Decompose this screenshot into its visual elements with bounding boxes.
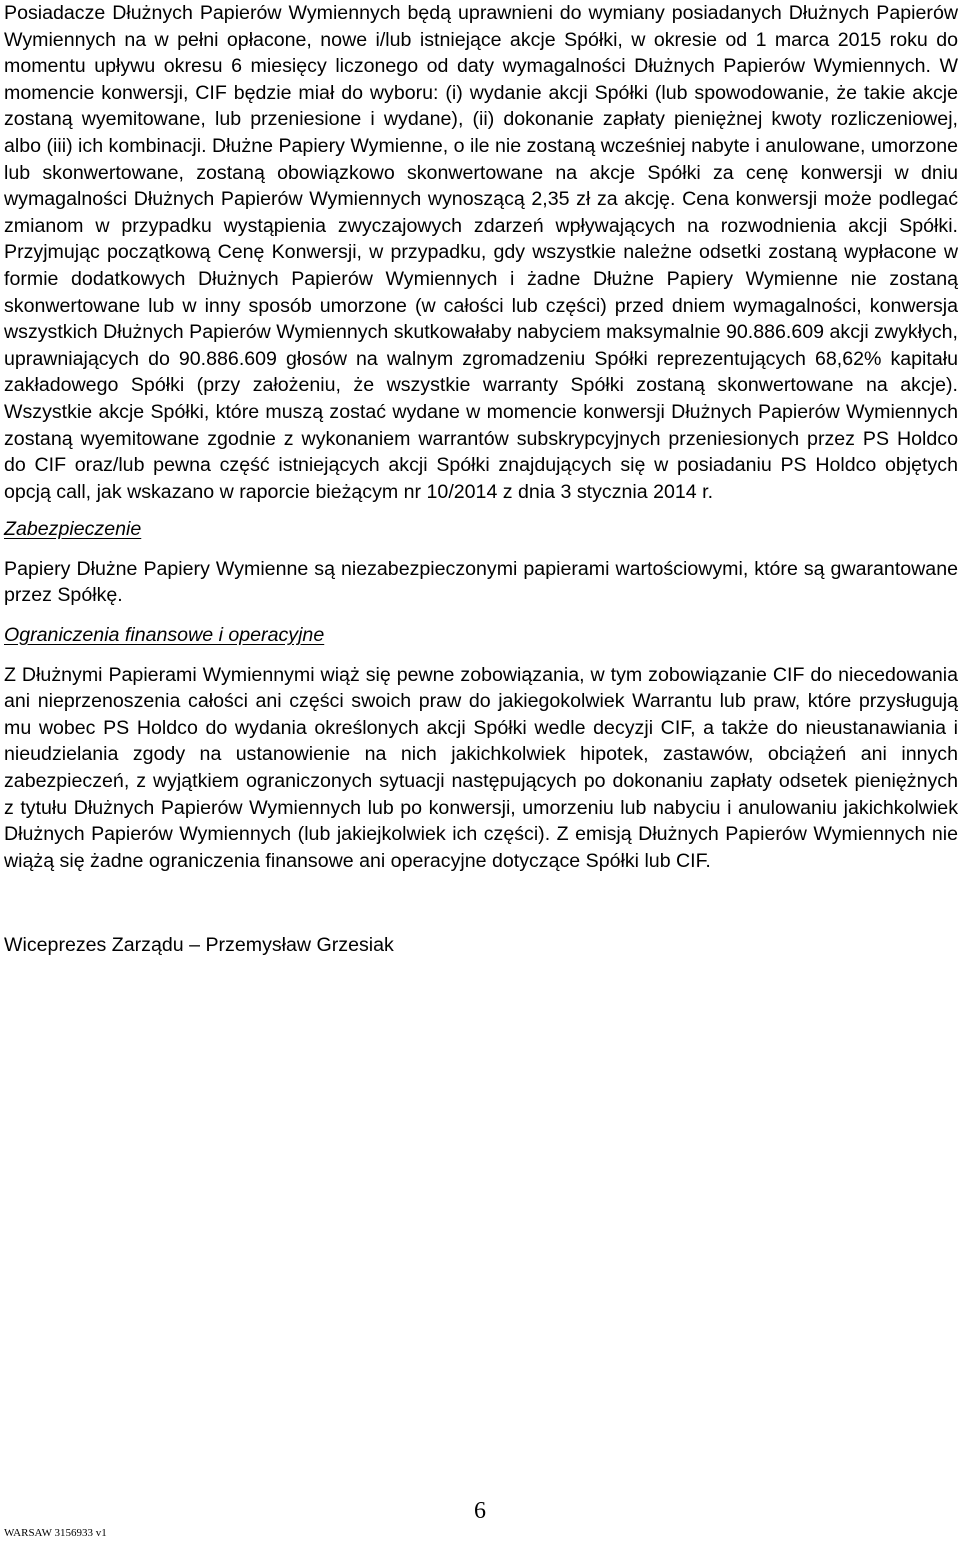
signature-line: Wiceprezes Zarządu – Przemysław Grzesiak (4, 934, 394, 957)
page-number: 6 (474, 1498, 486, 1524)
section-heading-security: Zabezpieczenie (4, 518, 142, 541)
document-page (4, 0, 958, 959)
security-paragraph: Papiery Dłużne Papiery Wymienne są niezabezpieczonymi papierami wartościowymi, które są gwarantowane przez Spółkę. (4, 557, 958, 607)
restrictions-paragraph: Z Dłużnymi Papierami Wymiennymi wiąż się pewne zobowiązania, w tym zobowiązanie CIF do niecedowania ani nieprzenoszenia całości ani części swoich praw do jakiegokolwiek Warrantu lub praw, które przysługują mu wobec PS Holdco do wydania określonych akcji Spółki wedle decyzji CIF, a także do nieustanawiania i nieudzielania zgody na ustanowienie na nich jakichkolwiek hipotek, zastawów, obciążeń ani innych zabezpieczeń, z wyjątkiem ograniczonych sytuacji następujących po dokonaniu zapłaty odsetek pieniężnych z tytułu Dłużnych Papierów Wymiennych lub po konwersji, umorzeniu lub nabyciu i anulowaniu jakichkolwiek Dłużnych Papierów Wymiennych (lub jakiejkolwiek ich części). Z emisją Dłużnych Papierów Wymiennych nie wiążą się żadne ograniczenia finansowe ani operacyjne dotyczące Spółki lub CIF. (4, 663, 958, 872)
conversion-paragraph: Posiadacze Dłużnych Papierów Wymiennych będą uprawnieni do wymiany posiadanych Dłużnych Papierów Wymiennych na w pełni opłacone, nowe i/lub istniejące akcje Spółki, w okresie od 1 marca 2015 roku do momentu upływu okresu 6 miesięcy liczonego od daty wymagalności Dłużnych Papierów Wymiennych. W momencie konwersji, CIF będzie miał do wyboru: (i) wydanie akcji Spółki (lub spowodowanie, że takie akcje zostaną wyemitowane, lub przeniesione i wydane), (ii) dokonanie zapłaty pieniężnej kwoty rozliczeniowej, albo (iii) ich kombinacji. Dłużne Papiery Wymienne, o ile nie zostaną wcześniej nabyte i anulowane, umorzone lub skonwertowane, zostaną obowiązkowo skonwertowane na akcje Spółki za cenę konwersji w dniu wymagalności Dłużnych Papierów Wymiennych wynoszącą 2,35 zł za akcję. Cena konwersji może podlegać zmianom w przypadku wystąpienia zwyczajowych zdarzeń wpływających na rozwodnienia akcji Spółki. Przyjmując początkową Cenę Konwersji, w przypadku, gdy wszystkie należne odsetki zostaną wypłacone w formie dodatkowych Dłużnych Papierów Wymiennych i żadne Dłużne Papiery Wymienne nie zostaną skonwertowane lub w inny sposób umorzone (w całości lub części) przed dniem wymagalności, konwersja wszystkich Dłużnych Papierów Wymiennych skutkowałaby nabyciem maksymalnie 90.886.609 akcji zwykłych, uprawniających do 90.886.609 głosów na walnym zgromadzeniu Spółki reprezentujących 68,62% kapitału zakładowego Spółki (przy założeniu, że wszystkie warranty Spółki zostaną skonwertowane na akcje). Wszystkie akcje Spółki, które muszą zostać wydane w momencie konwersji Dłużnych Papierów Wymiennych zostaną wyemitowane zgodnie z wykonaniem warrantów subskrypcyjnych przeniesionych przez PS Holdco do CIF oraz/lub pewna część istniejących akcji Spółki znajdujących się w posiadaniu PS Holdco objętych opcją call, jak wskazano w raporcie bieżącym nr 10/2014 z dnia 3 stycznia 2014 r. (4, 2, 958, 503)
document-id: WARSAW 3156933 v1 (4, 1527, 107, 1539)
section-heading-restrictions: Ograniczenia finansowe i operacyjne (4, 624, 325, 647)
